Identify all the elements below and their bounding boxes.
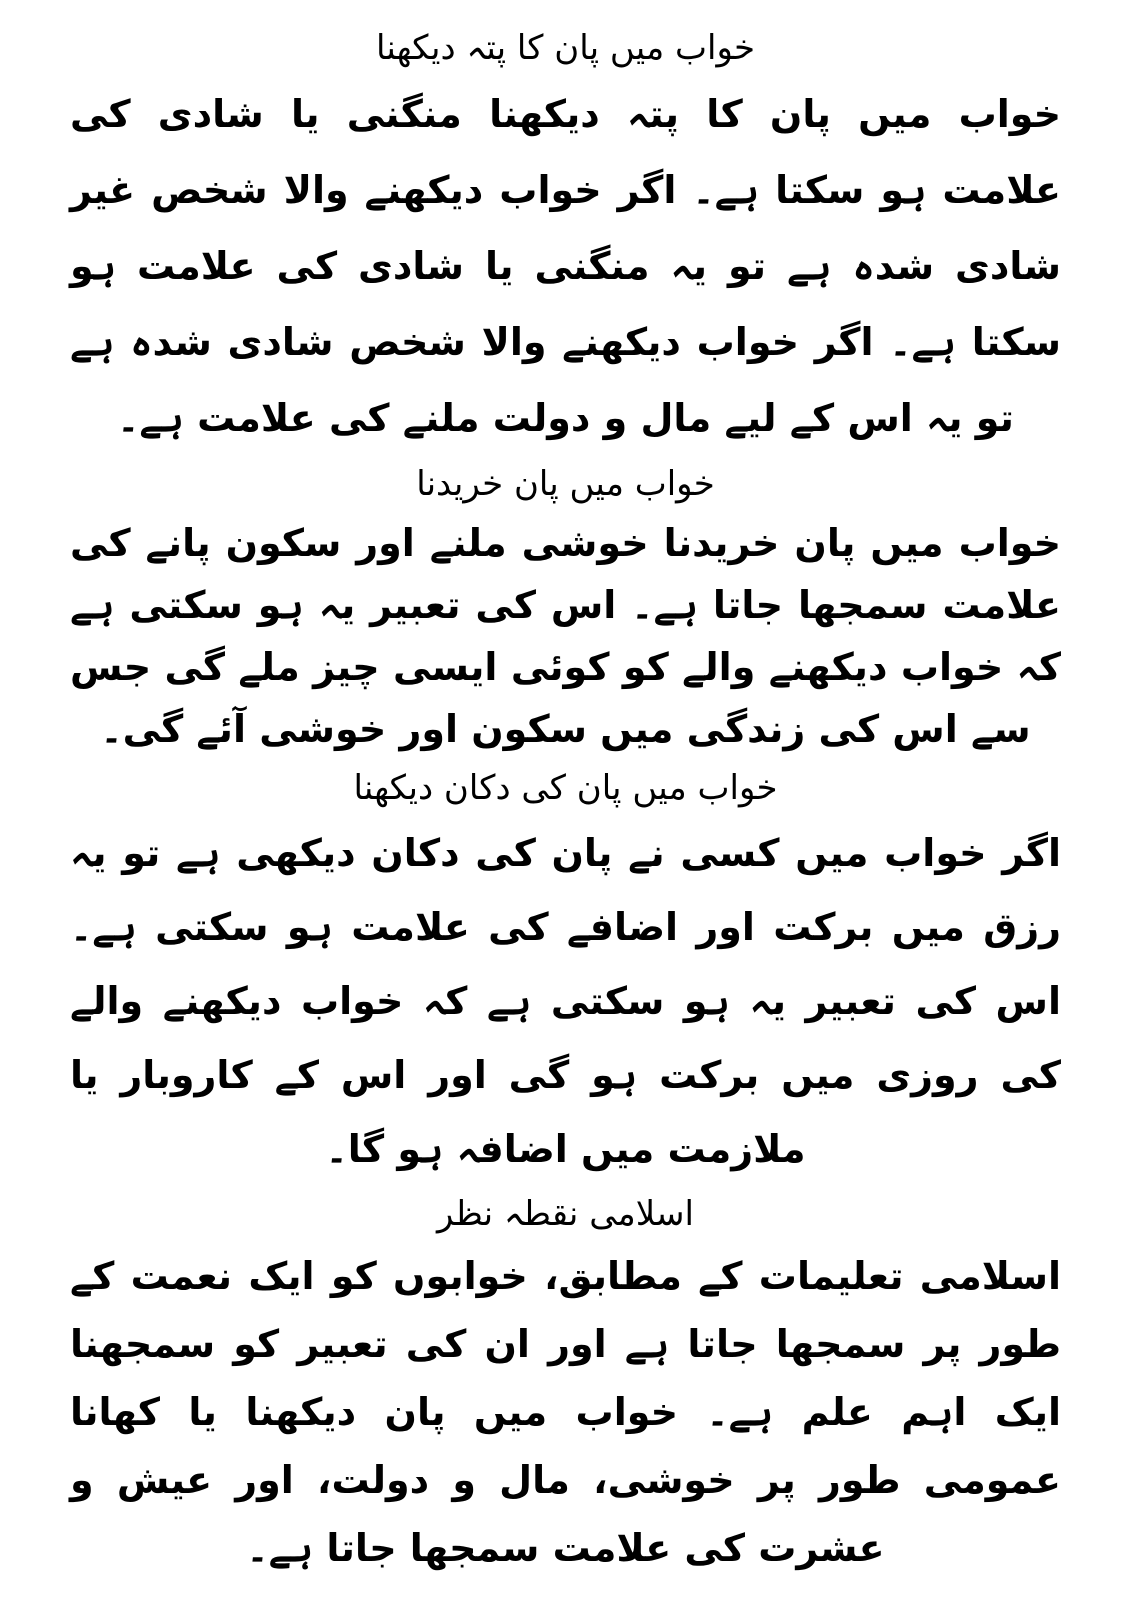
section-paragraph: اگر خواب میں کسی نے پان کی دکان دیکھی ہے تو یہ رزق میں برکت اور اضافے کی علامت ہو سکتی ہے۔ اس کی تعبیر یہ ہو سکتی ہے کہ خواب دیکھنے والے کی روزی میں برکت ہو گی اور اس کے کاروبار یا ملازمت میں اضافہ ہو گا۔ [70,831,1061,1171]
section-heading: خواب میں پان کی دکان دیکھنا [353,768,778,808]
section-paragraph: خواب میں پان خریدنا خوشی ملنے اور سکون پانے کی علامت سمجھا جاتا ہے۔ اس کی تعبیر یہ ہو سکتی ہے کہ خواب دیکھنے والے کو کوئی ایسی چیز ملے گی جس سے اس کی زندگی میں سکون اور خوشی آئے گی۔ [70,521,1061,751]
section-buying-paan [70,456,1061,760]
section-islamic-view [70,1186,1061,1582]
section-paragraph: اسلامی تعلیمات کے مطابق، خوابوں کو ایک نعمت کے طور پر سمجھا جاتا ہے اور ان کی تعبیر کو سمجھنا ایک اہم علم ہے۔ خواب میں پان دیکھنا یا کھانا عمومی طور پر خوشی، مال و دولت، اور عیش و عشرت کی علامت سمجھا جاتا ہے۔ [70,1254,1061,1570]
section-paan-shop [70,760,1061,1186]
section-heading: اسلامی نقطہ نظر [437,1194,694,1234]
section-paragraph: خواب میں پان کا پتہ دیکھنا منگنی یا شادی کی علامت ہو سکتا ہے۔ اگر خواب دیکھنے والا شخص غیر شادی شدہ ہے تو یہ منگنی یا شادی کی علامت ہو سکتا ہے۔ اگر خواب دیکھنے والا شخص شادی شدہ ہے تو یہ اس کے لیے مال و دولت ملنے کی علامت ہے۔ [70,92,1061,440]
section-heading: خواب میں پان خریدنا [416,464,715,504]
section-paan-leaf [70,20,1061,456]
section-heading: خواب میں پان کا پتہ دیکھنا [375,28,756,68]
